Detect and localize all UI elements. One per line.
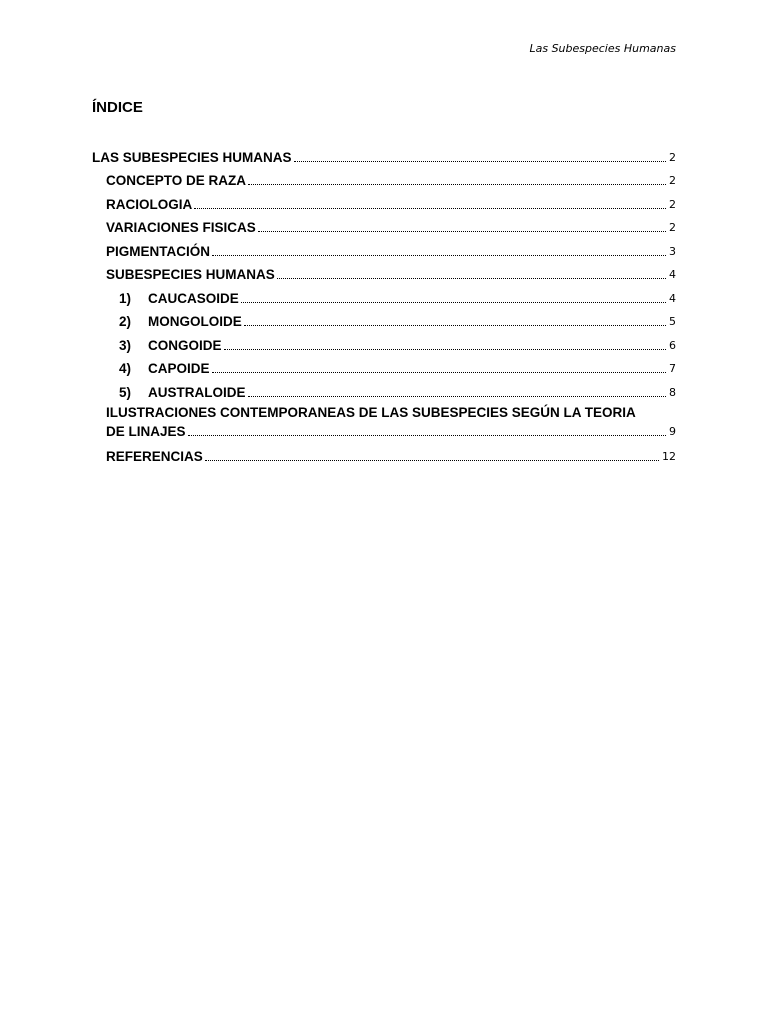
toc-entry-page: 4 [669, 291, 676, 305]
toc-entry-page: 9 [669, 424, 676, 438]
toc-entry-page: 4 [669, 268, 676, 281]
toc-entry-label: LAS SUBESPECIES HUMANAS [92, 149, 292, 165]
toc-entry-label-line2: DE LINAJES [106, 423, 186, 439]
dot-leader [241, 302, 666, 303]
dot-leader [277, 278, 666, 279]
toc-entry-page: 5 [669, 315, 676, 328]
toc-entry-label: AUSTRALOIDE [148, 384, 246, 400]
toc-entry-las-subespecies-humanas[interactable] [92, 142, 676, 166]
toc-entry-label: CONGOIDE [148, 337, 222, 353]
toc-entry-page: 8 [669, 385, 676, 399]
running-header: Las Subespecies Humanas [529, 42, 676, 55]
dot-leader [294, 161, 666, 162]
dot-leader [224, 349, 666, 350]
dot-leader [244, 325, 666, 326]
toc-entry-caucasoide[interactable] [92, 283, 676, 307]
dot-leader [194, 208, 666, 209]
dot-leader [212, 255, 666, 256]
dot-leader [205, 460, 659, 461]
toc-entry-page: 6 [669, 338, 676, 352]
toc-entry-label: RACIOLOGIA [106, 196, 193, 212]
dot-leader [248, 184, 666, 185]
toc-entry-variaciones-fisicas[interactable] [92, 213, 676, 237]
toc-entry-label: SUBESPECIES HUMANAS [106, 267, 275, 282]
toc-entry-label: VARIACIONES FISICAS [106, 220, 256, 235]
toc-entry-page: 2 [669, 150, 676, 164]
index-title: ÍNDICE [92, 99, 143, 116]
toc-entry-number: 5) [119, 384, 132, 400]
toc-entry-label: CAUCASOIDE [148, 290, 239, 306]
toc-entry-australoide[interactable] [92, 377, 676, 401]
toc-entry-congoide[interactable] [92, 330, 676, 354]
toc-entry-subespecies-humanas[interactable] [92, 260, 676, 284]
toc-entry-label: CONCEPTO DE RAZA [106, 173, 247, 188]
toc-entry-page: 2 [669, 197, 676, 211]
toc-entry-capoide[interactable] [92, 354, 676, 378]
toc-entry-page: 2 [669, 174, 676, 187]
toc-entry-referencias[interactable] [92, 442, 676, 466]
toc-entry-mongoloide[interactable] [92, 307, 676, 331]
toc-entry-label-line1: ILUSTRACIONES CONTEMPORANEAS DE LAS SUBESPECIES SEGÚN LA TEORIA [106, 404, 636, 420]
table-of-contents [92, 142, 676, 465]
toc-entry-page: 3 [669, 244, 676, 258]
dot-leader [258, 231, 666, 232]
toc-entry-number: 1) [119, 290, 132, 306]
toc-entry-page: 7 [669, 362, 676, 375]
dot-leader [248, 396, 667, 397]
toc-entry-pigmentacion[interactable] [92, 236, 676, 260]
toc-entry-page: 2 [669, 221, 676, 234]
toc-entry-number: 3) [119, 337, 132, 353]
toc-entry-page: 12 [662, 450, 676, 463]
toc-entry-raciologia[interactable] [92, 189, 676, 213]
dot-leader [188, 435, 666, 436]
toc-entry-label: MONGOLOIDE [148, 314, 242, 329]
toc-entry-number: 2) [119, 314, 132, 329]
dot-leader [212, 372, 666, 373]
toc-entry-label: PIGMENTACIÓN [106, 243, 210, 259]
toc-entry-concepto-de-raza[interactable] [92, 166, 676, 190]
toc-entry-label: REFERENCIAS [106, 449, 203, 464]
toc-entry-number: 4) [119, 361, 132, 376]
toc-entry-ilustraciones-contemporaneas[interactable] [92, 405, 676, 440]
toc-entry-label: CAPOIDE [148, 361, 210, 376]
